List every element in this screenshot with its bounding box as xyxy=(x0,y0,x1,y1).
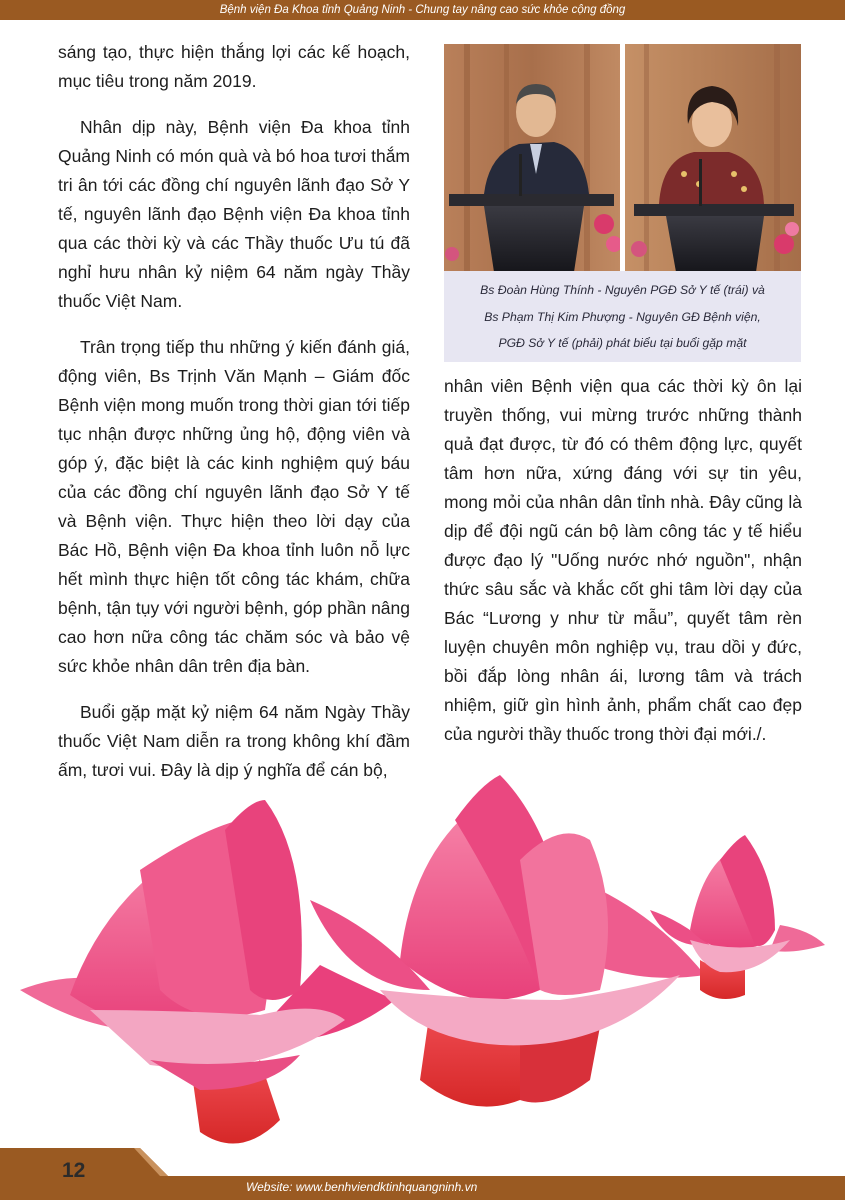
lotus-decoration xyxy=(0,760,845,1160)
paragraph: nhân viên Bệnh viện qua các thời kỳ ôn lại truyền thống, vui mừng trước những thành quả đạt được, từ đó có thêm động lực, quyết tâm hơn nữa, xứng đáng với sự tin yêu, mong mỏi của nhân dân tỉnh nhà. Đây cũng là dịp để đội ngũ cán bộ làm công tác y tế hiểu được đạo lý "Uống nước nhớ nguồn", nhận thức sâu sắc và khắc cốt ghi tâm lời dạy của Bác “Lương y như từ mẫu”, quyết tâm rèn luyện chuyên môn nghiệp vụ, trau dồi y đức, bồi đắp lòng nhân ái, lương tâm và trách nhiệm, giữ gìn hình ảnh, phẩm chất cao đẹp của người thầy thuốc trong thời đại mới./. xyxy=(444,376,802,744)
paragraph: Trân trọng tiếp thu những ý kiến đánh giá, động viên, Bs Trịnh Văn Mạnh – Giám đốc Bệnh viện mong muốn trong thời gian tới tiếp tục nhận được những ủng hộ, động viên và góp ý, đặc biệt là các kinh nghiệm quý báu của các đồng chí nguyên lãnh đạo Sở Y tế và Bệnh viện. Thực hiện theo lời dạy của Bác Hồ, Bệnh viện Đa khoa tỉnh luôn nỗ lực hết mình thực hiện tốt công tác khám, chữa bệnh, tận tụy với người bệnh, góp phần nâng cao hơn nữa công tác chăm sóc và bảo vệ sức khỏe nhân dân trên địa bàn. xyxy=(58,337,410,676)
caption-line: Bs Đoàn Hùng Thính - Nguyên PGĐ Sở Y tế (trái) và xyxy=(480,283,765,297)
speakers-photo-image xyxy=(444,44,801,272)
lotus-center xyxy=(310,775,705,1107)
paragraph: sáng tạo, thực hiện thắng lợi các kế hoạch, mục tiêu trong năm 2019. xyxy=(58,42,410,91)
caption-line: Bs Phạm Thị Kim Phượng - Nguyên GĐ Bệnh viện, xyxy=(484,309,761,324)
running-header: Bệnh viện Đa Khoa tỉnh Quảng Ninh - Chung tay nâng cao sức khỏe cộng đồng xyxy=(219,4,626,16)
page-number: 12 xyxy=(62,1159,86,1182)
photo-caption xyxy=(444,277,801,357)
speakers-photo xyxy=(444,44,801,272)
article-right-column xyxy=(444,372,802,766)
paragraph: Buổi gặp mặt kỷ niệm 64 năm Ngày Thầy thuốc Việt Nam diễn ra trong không khí đầm ấm, tươi vui. Đây là dịp ý nghĩa để cán bộ, xyxy=(58,702,410,780)
paragraph: Nhân dịp này, Bệnh viện Đa khoa tỉnh Quảng Ninh có món quà và bó hoa tươi thắm tri ân tới các đồng chí nguyên lãnh đạo Sở Y tế, nguyên lãnh đạo Bệnh viện Đa khoa tỉnh qua các thời kỳ và các Thầy thuốc Ưu tú đã nghỉ hưu nhân kỷ niệm 64 năm ngày Thầy thuốc Việt Nam. xyxy=(58,117,411,311)
lotus-left xyxy=(20,800,395,1144)
caption-line: PGĐ Sở Y tế (phải) phát biểu tại buổi gặp mặt xyxy=(498,336,747,350)
website-link[interactable]: Website: www.benhviendktinhquangninh.vn xyxy=(246,1180,478,1194)
article-left-column xyxy=(58,38,410,802)
